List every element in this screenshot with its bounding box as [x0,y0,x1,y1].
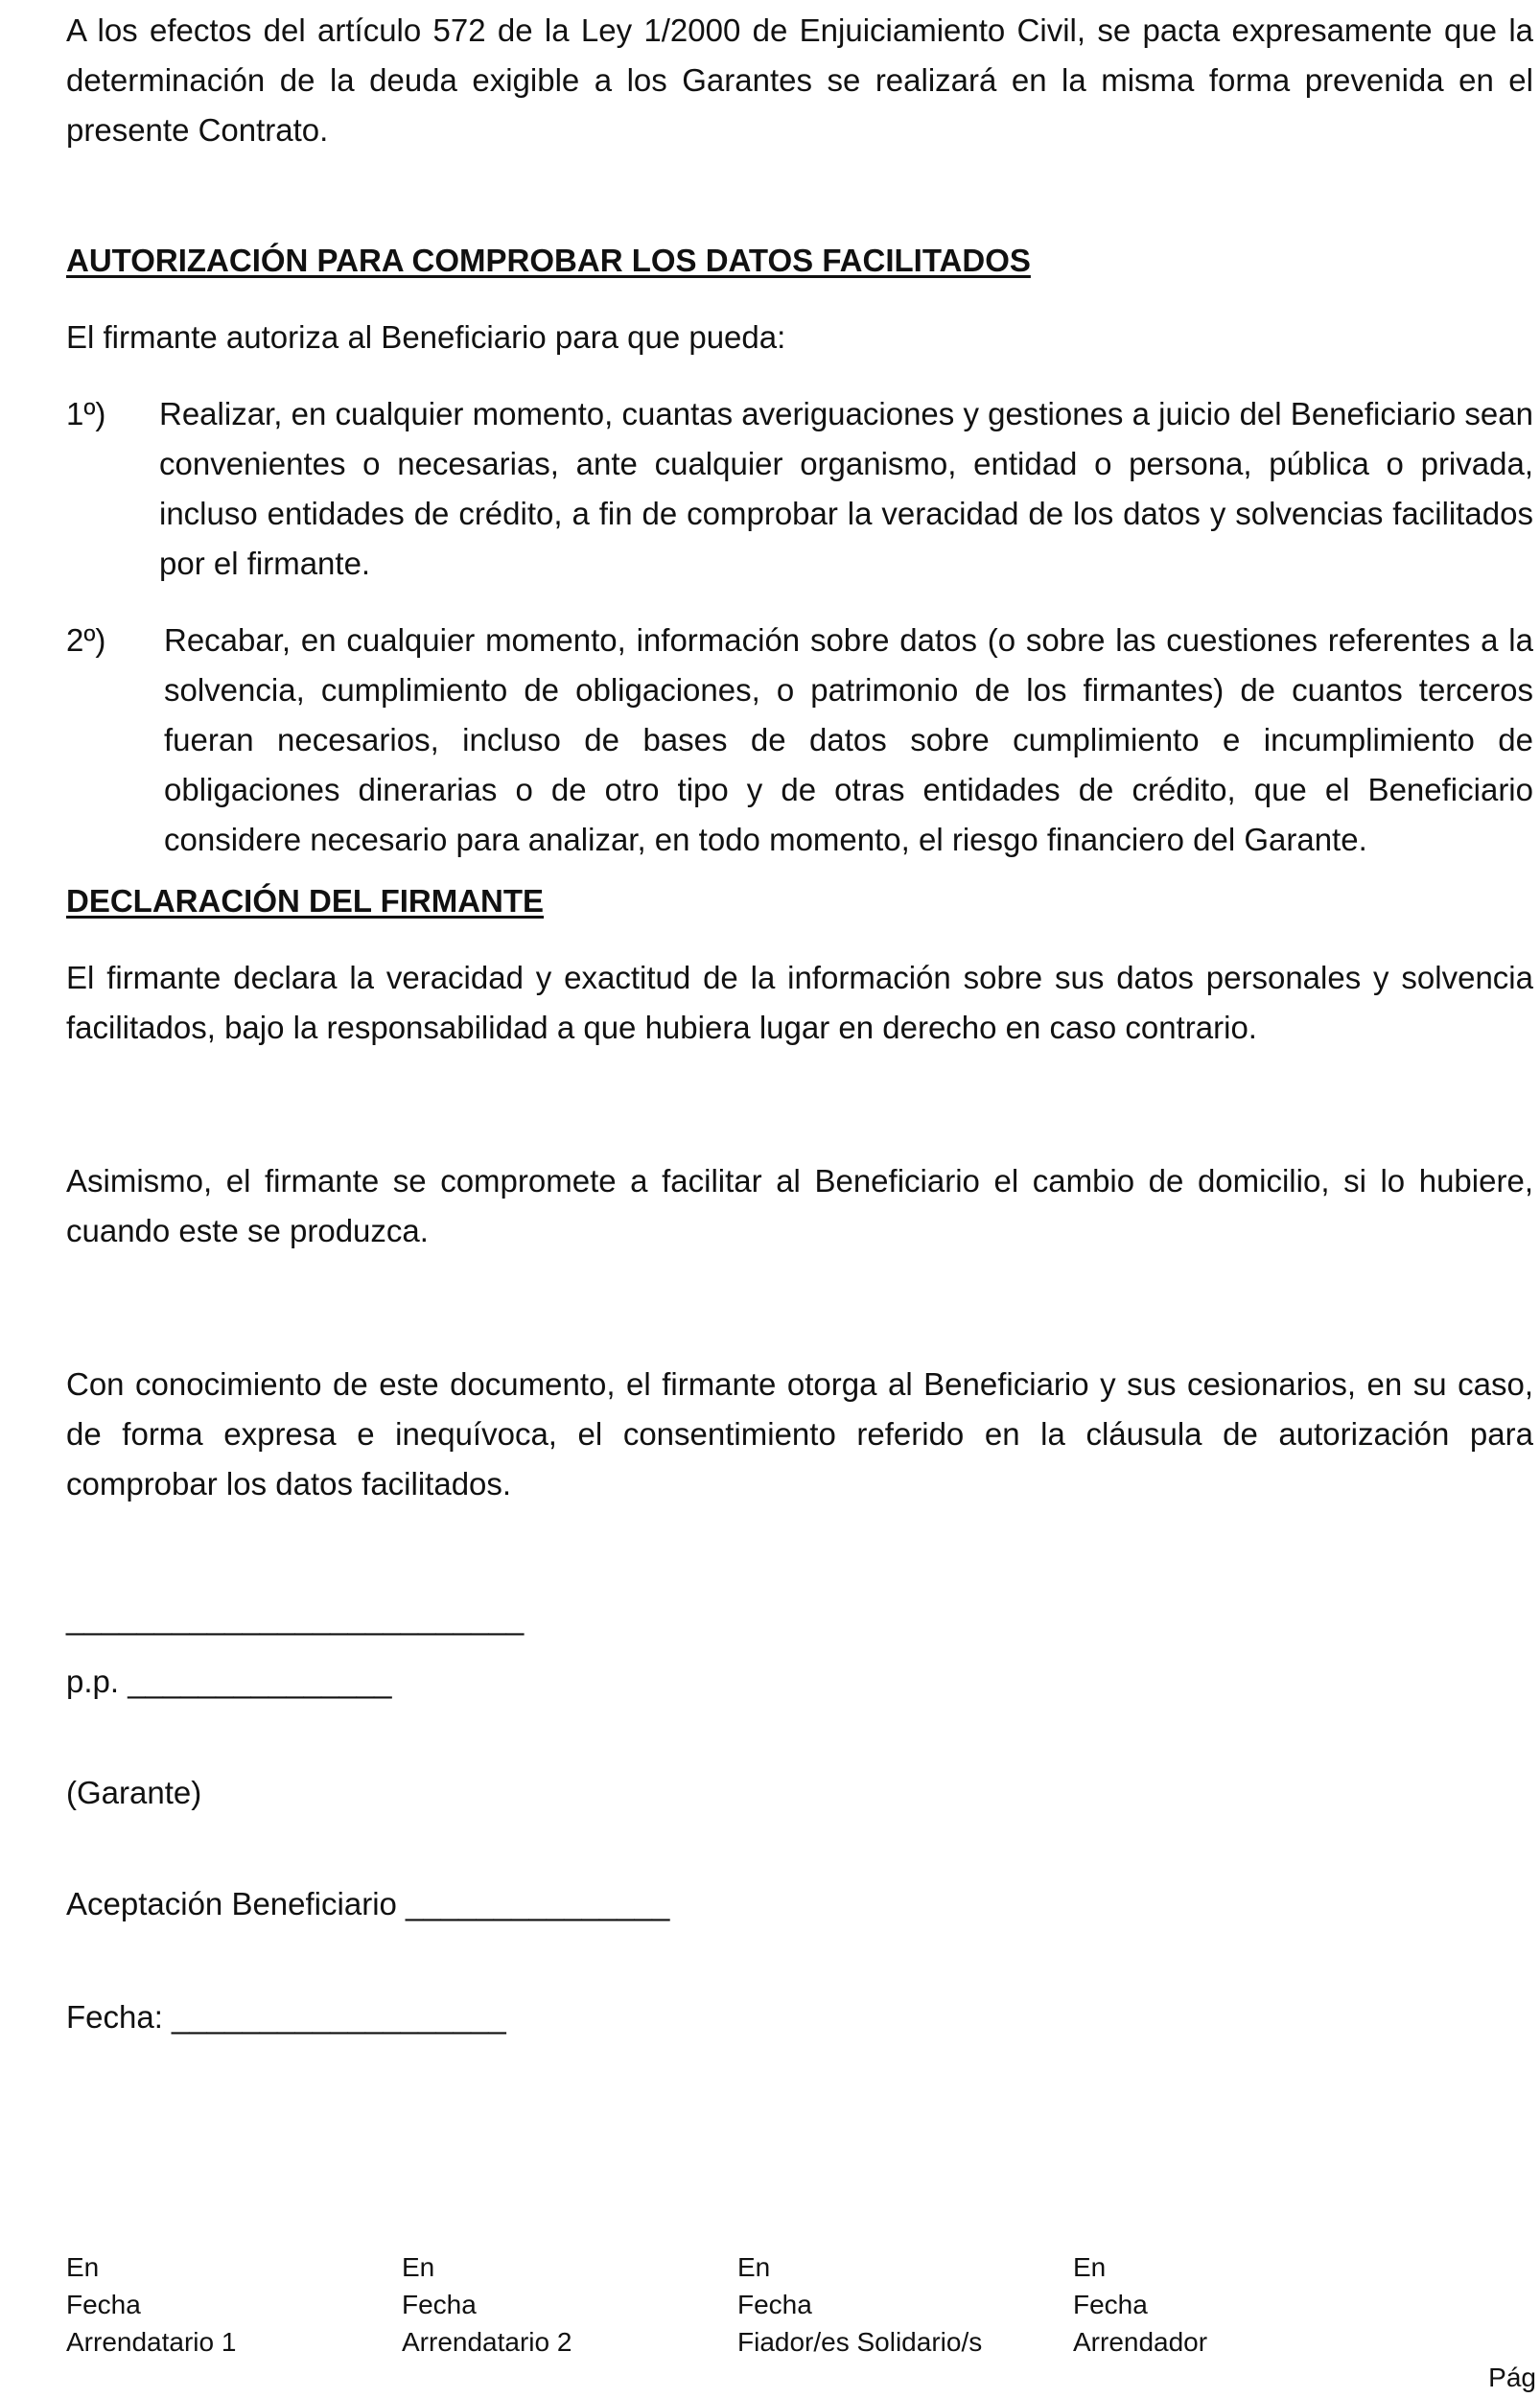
footer-date: Fecha [737,2290,812,2319]
footer-date: Fecha [1073,2290,1148,2319]
signature-footer [66,2248,1409,2361]
footer-place: En [737,2252,771,2282]
footer-place: En [1073,2252,1107,2282]
authorization-lead: El firmante autoriza al Beneficiario para que pueda: [66,319,786,355]
guarantor-role: (Garante) [66,1775,202,1810]
beneficiary-acceptance-line: Aceptación Beneficiario _______________ [66,1886,670,1921]
footer-column-guarantors [737,2248,1073,2361]
footer-column-tenant-2 [402,2248,737,2361]
signature-line: __________________________ [66,1600,525,1636]
intro-paragraph: A los efectos del artículo 572 de la Ley 1/2000 de Enjuiciamiento Civil, se pacta expresamente que la determinación de la deuda exigible a los Garantes se realizará en la misma forma prevenida en el presente Contrato. [66,12,1533,148]
footer-place: En [66,2252,100,2282]
authorization-heading: AUTORIZACIÓN PARA COMPROBAR LOS DATOS FACILITADOS [66,243,1031,278]
pp-signature-line: p.p. _______________ [66,1664,392,1699]
footer-role: Arrendador [1073,2327,1208,2357]
footer-place: En [402,2252,435,2282]
item-number: 2º) [66,622,106,658]
footer-column-tenant-1 [66,2248,402,2361]
footer-role: Arrendatario 1 [66,2327,237,2357]
footer-role: Fiador/es Solidario/s [737,2327,983,2357]
footer-date: Fecha [402,2290,477,2319]
document-page [66,6,1536,2042]
footer-date: Fecha [66,2290,141,2319]
declaration-paragraph-1: El firmante declara la veracidad y exactitud de la información sobre sus datos personales y solvencia facilitados, bajo la responsabilidad a que hubiera lugar en derecho en caso contrario. [66,960,1533,1045]
authorization-item-2 [66,616,1533,865]
footer-column-landlord [1073,2248,1409,2361]
declaration-paragraph-2: Asimismo, el firmante se compromete a facilitar al Beneficiario el cambio de domicilio, si lo hubiere, cuando este se produzca. [66,1163,1533,1248]
page-number-label: Pág [1488,2363,1536,2392]
item-number: 1º) [66,396,106,431]
item-text: Recabar, en cualquier momento, información sobre datos (o sobre las cuestiones referentes a la solvencia, cumplimiento de obligaciones, o patrimonio de los firmantes) de cuantos terceros fueran necesarios, incluso de bases de datos sobre cumplimiento e incumplimiento de obligaciones dinerarias o de otro tipo y de otras entidades de crédito, que el Beneficiario considere necesario para analizar, en todo momento, el riesgo financiero del Garante. [164,622,1533,857]
footer-role: Arrendatario 2 [402,2327,572,2357]
authorization-item-1 [66,389,1533,589]
item-text: Realizar, en cualquier momento, cuantas averiguaciones y gestiones a juicio del Beneficiario sean convenientes o necesarias, ante cualquier organismo, entidad o persona, pública o privada, incluso entidades de crédito, a fin de comprobar la veracidad de los datos y solvencias facilitados por el firmante. [159,396,1533,581]
declaration-heading: DECLARACIÓN DEL FIRMANTE [66,883,545,919]
date-line: Fecha: ___________________ [66,1999,506,2035]
declaration-paragraph-3: Con conocimiento de este documento, el firmante otorga al Beneficiario y sus cesionarios, en su caso, de forma expresa e inequívoca, el consentimiento referido en la cláusula de autorización para comprobar los datos facilitados. [66,1366,1533,1502]
